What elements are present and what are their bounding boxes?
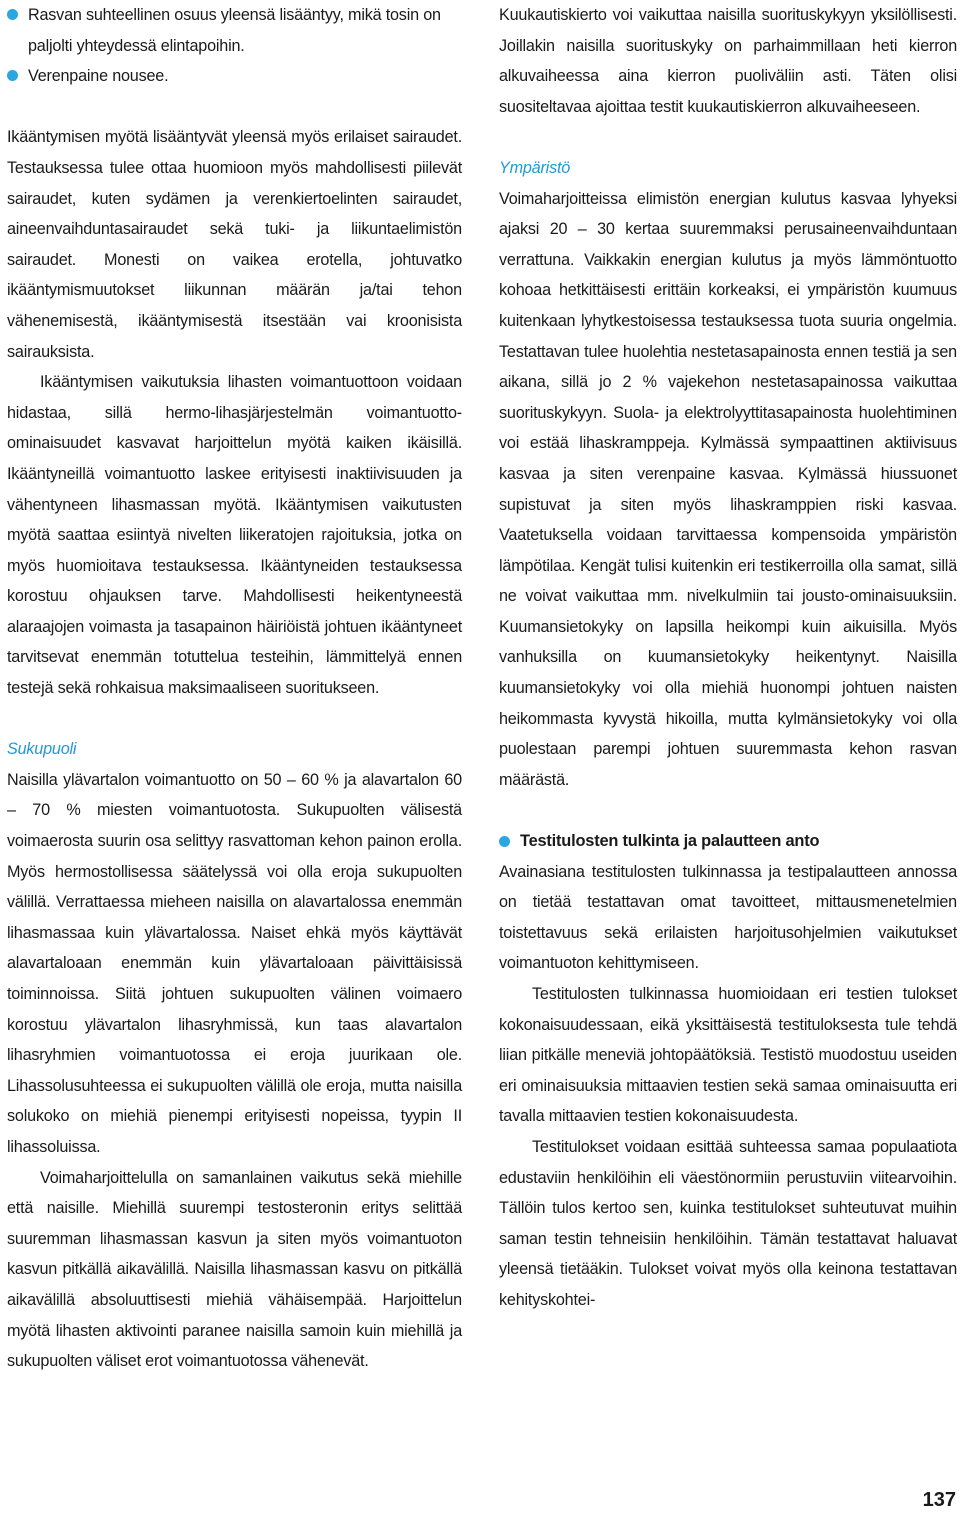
page-number: 137 — [922, 1489, 956, 1511]
bullet-text: Rasvan suhteellinen osuus yleensä lisääntyy, mikä tosin on paljolti yhteydessä elintapoihin. — [28, 6, 441, 55]
bullet-dot-icon — [499, 836, 510, 847]
paragraph-results-overall: Testitulosten tulkinnassa huomioidaan eri testien tulokset kokonaisuudessaan, eikä yksittäisestä testituloksesta tule tehdä liian pitkälle meneviä johtopäätöksiä. Testistö muodostuu useiden eri ominaisuuksia mittaavien testien sekä samaa ominaisuutta eri tavalla mittaavien testien kokonaisuudesta. — [499, 985, 957, 1126]
paragraph-interpretation: Avainasiana testitulosten tulkinnassa ja testipalautteen annossa on tietää testattavan omat tavoitteet, mittausmenetelmien toistettavuus sekä erilaisten harjoitusohjelmien vaikutukset voimantuoton kehittymiseen. — [499, 862, 957, 973]
right-column — [499, 0, 957, 1316]
left-column — [7, 0, 462, 1377]
paragraph-environment: Voimaharjoitteissa elimistön energian kulutus kasvaa lyhyeksi ajaksi 20 – 30 kertaa suuremmaksi perusaineenvaihduntaan verrattuna. Vaikkakin energian kulutus ja myös lämmöntuotto kohoaa hetkittäisesti erittäin korkeaksi, ei ympäristön kuumuus kuitenkaan lyhytkestoisessa testauksessa tuota suuria ongelmia. Testattavan tulee huolehtia nestetasapainosta ennen testiä ja sen aikana, sillä jo 2 % vajekehon nestetasapainossa vaikuttaa suorituskykyyn. Suola- ja elektrolyyttitasapainosta huolehtiminen voi estää lihaskramppeja. Kylmässä sympaattinen aktiivisuus kasvaa ja siten verenpaine kasvaa. Kylmässä hiussuonet supistuvat ja siten myös lihaskramppien riski kasvaa. Vaatetuksella voidaan tarvittaessa kompensoida ympäristön lämpötilaa. Kengät tulisi kuitenkin eri testikerroilla olla samat, sillä ne voivat vaikuttaa mm. nivelkulmiin tai jousto-ominaisuuksiin. Kuumansietokyky on lapsilla heikompi kuin aikuisilla. Myös vanhuksilla on kuumansietokyky heikentynyt. Naisilla kuumansietokyky voi olla miehiä huonompi johtuen naisten heikommasta kyvystä hikoilla, mutta kylmänsietokyky voi olla puolestaan parempi johtuen suuremmasta kehon rasvan määrästä. — [499, 189, 957, 789]
bullet-text: Verenpaine nousee. — [28, 67, 169, 86]
paragraph-aging-effects: Ikääntymisen vaikutuksia lihasten voimantuottoon voidaan hidastaa, sillä hermo-lihasjärjestelmän voimantuotto-ominaisuudet kasvavat harjoittelun myötä kaiken ikäisillä. Ikääntyneillä voimantuotto laskee erityisesti inaktiivisuuden ja vähentyneen lihasmassan myötä. Ikääntymisen vaikutusten myötä saattaa esiintyä nivelten liikeratojen rajoituksia, jotka on myös huomioitava testauksessa. Ikääntyneiden testauksessa korostuu ohjauksen tarve. Mahdollisesti heikentyneestä alaraajojen voimasta ja tasapainon häiriöistä johtuen ikääntyneet tarvitsevat enemmän totuttelua testeihin, lämmittelyä ennen testejä sekä rohkaisua maksimaaliseen suoritukseen. — [7, 373, 462, 698]
bullet-list — [7, 0, 462, 92]
paragraph-illnesses: Ikääntymisen myötä lisääntyvät yleensä myös erilaiset sairaudet. Testauksessa tulee ottaa huomioon myös mahdollisesti piilevät sairaudet, kuten sydämen ja verenkiertoelinten sairaudet, aineenvaihduntasairaudet sekä tuki- ja liikuntaelimistön sairaudet. Monesti on vaikea erotella, johtuvatko ikääntymismuutokset liikunnan määrän ja/tai tehon vähenemisestä, ikääntymisestä itsestään vai kroonisista sairauksista. — [7, 128, 462, 361]
subheading-environment: Ympäristö — [499, 158, 571, 177]
paragraph-training-effects: Voimaharjoittelulla on samanlainen vaikutus sekä miehille että naisille. Miehillä suurempi testosteronin eritys selittää suuremman lihasmassan kasvun ja siten myös voimantuoton kasvun pitkällä aikavälillä. Naisilla lihasmassan kasvu on pitkällä aikavälillä absoluuttisesti miehiä vähäisempää. Harjoittelun myötä lihasten aktivointi paranee naisilla samoin kuin miehillä ja sukupuolten väliset erot voimantuotossa vähenevät. — [7, 1168, 462, 1371]
bullet-dot-icon — [7, 70, 18, 81]
bullet-dot-icon — [7, 9, 18, 20]
section-heading — [499, 826, 957, 857]
list-item — [7, 0, 462, 61]
paragraph-menstrual-cycle: Kuukautiskierto voi vaikuttaa naisilla suorituskykyyn yksilöllisesti. Joillakin naisilla suorituskyky on parhaimmillaan heti kierron alkuvaiheessa aina kierron puoliväliin asti. Täten olisi suositeltavaa ajoittaa testit kuukautiskierron alkuvaiheeseen. — [499, 6, 957, 116]
paragraph-gender-differences: Naisilla ylävartalon voimantuotto on 50 – 60 % ja alavartalon 60 – 70 % miesten voimantuotosta. Sukupuolten välisestä voimaerosta suurin osa selittyy rasvattoman kehon painon erolla. Myös hermostollisessa säätelyssä voi olla eroja sukupuolten välillä. Verrattaessa mieheen naisilla on alavartalossa enemmän lihasmassaa kuin ylävartalossa. Naiset ehkä myös käyttävät alavartaloaan enemmän kuin ylävartaloaan päivittäisissä toiminnoissa. Siitä johtuen sukupuolten välinen voimaero korostuu ylävartalon lihasryhmissä, kun taas alavartalon lihasryhmien voimantuotossa ei eroja juurikaan ole. Lihassolusuhteessa ei sukupuolten välillä ole eroja, mutta naisilla solukoko on miehiä pienempi erityisesti nopeissa, tyypin II lihassoluissa. — [7, 770, 462, 1156]
list-item — [7, 61, 462, 92]
section-heading-text: Testitulosten tulkinta ja palautteen anto — [520, 832, 820, 851]
subheading-gender: Sukupuoli — [7, 740, 77, 759]
paragraph-reference-values: Testitulokset voidaan esittää suhteessa samaa populaatiota edustaviin henkilöihin eli väestönormiin perustuviin viitearvoihin. Tällöin tulos kertoo sen, kuinka testitulokset suhteutuvat muihin saman testin tehneisiin henkilöihin. Tämän testattavat haluavat yleensä tietääkin. Tulokset voivat myös olla keinona testattavan kehityskohtei- — [499, 1137, 957, 1309]
